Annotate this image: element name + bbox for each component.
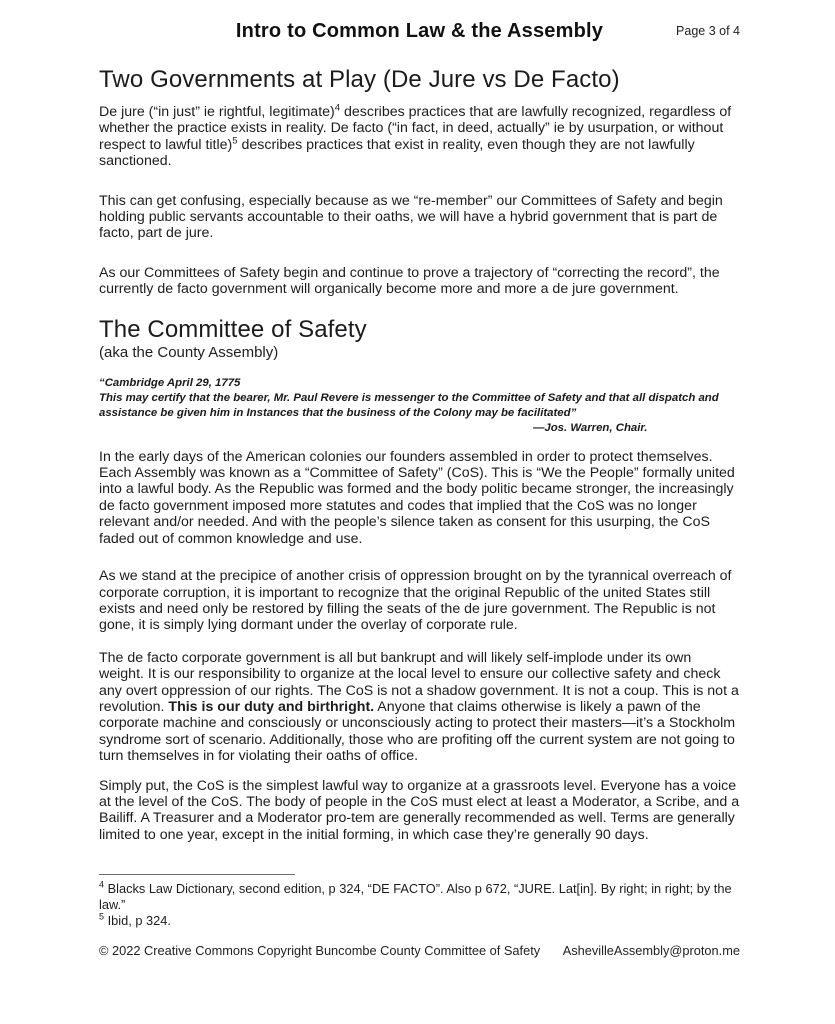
paragraph-text: describes practices that are lawfully recognized, regardless of whether the practice exists in reality. De facto (“in fact, in deed, actually” ie by usurpation, or without respect to lawful title)	[99, 104, 732, 153]
document-title: Intro to Common Law & the Assembly	[235, 20, 604, 42]
paragraph-duty-birthright	[99, 650, 740, 765]
footnote-text: Ibid, p 324.	[104, 912, 171, 928]
quote-dateline: “Cambridge April 29, 1775	[99, 376, 241, 389]
paragraph-de-jure-definition	[99, 104, 740, 170]
paragraph-text: describes practices that exist in reality, even though they are not lawfully sanctioned.	[99, 136, 695, 170]
quote-block-paul-revere	[99, 376, 740, 436]
footnotes	[99, 881, 740, 928]
section-subheading: (aka the County Assembly)	[99, 343, 279, 361]
paragraph-text: De jure (“in just” ie rightful, legitimate)	[99, 104, 335, 120]
paragraph-precipice: As we stand at the precipice of another crisis of oppression brought on by the tyrannical overreach of corporate corruption, it is important to recognize that the original Republic of the united States still exists and need only be restored by filling the seats of the de jure government. The Republic is not gone, it is simply lying dormant under the overlay of corporate rule.	[99, 568, 732, 634]
bold-emphasis-text: This is our duty and birthright.	[168, 698, 375, 715]
footnote-text: Blacks Law Dictionary, second edition, p 324, “DE FACTO”. Also p 672, “JURE. Lat[in]. By right; in right; by the law.”	[99, 881, 732, 912]
footnote-marker-5: 5	[99, 911, 105, 922]
footnote-5	[99, 913, 740, 929]
section-heading-two-governments: Two Governments at Play (De Jure vs De Facto)	[99, 66, 620, 93]
paragraph-simply-put: Simply put, the CoS is the simplest lawful way to organize at a grassroots level. Everyone has a voice at the level of the CoS. The body of people in the CoS must elect at least a Moderator, a Scribe, and a Bailiff. A Treasurer and a Moderator pro-tem are generally recommended as well. Terms are generally limited to one year, except in the initial forming, in which case they’re generally 90 days.	[99, 777, 740, 843]
paragraph-correcting-record: As our Committees of Safety begin and continue to prove a trajectory of “correcting the record”, the currently de facto government will organically become more and more a de jure government.	[99, 264, 720, 298]
paragraph-early-days: In the early days of the American colonies our founders assembled in order to protect themselves. Each Assembly was known as a “Committee of Safety” (CoS). This is “We the People” formally united into a lawful body. As the Republic was formed and the body politic became stronger, the increasingly de facto government imposed more statutes and codes that implied that the CoS was no longer relevant and/or needed. And with the people’s silence taken as consent for this usurping, the CoS faded out of common knowledge and use.	[99, 448, 735, 547]
footnote-separator	[99, 874, 295, 875]
copyright-text: © 2022 Creative Commons Copyright Buncombe County Committee of Safety	[99, 942, 541, 958]
paragraph-text: The de facto corporate government is all but bankrupt and will likely self-implode under its own weight. It is our responsibility to organize at the local level to ensure our collective safety and check any overt oppression of our rights. The CoS is not a shadow government. It is not a coup. This is not a revolution.	[99, 649, 739, 715]
document-footer	[99, 943, 740, 958]
quote-body: This may certify that the bearer, Mr. Paul Revere is messenger to the Committee of Safety and that all dispatch and assistance be given him in Instances that the business of the Colony may be facilitated”	[99, 391, 719, 419]
paragraph-text: Anyone that claims otherwise is likely a pawn of the corporate machine and consciously or unconsciously acting to protect their masters—it’s a Stockholm syndrome sort of scenario. Additionally, those who are profiting off the current system are not going to turn themselves in for violating their oaths of office.	[99, 698, 736, 765]
footnote-reference-5: 5	[232, 135, 238, 147]
quote-attribution: —Jos. Warren, Chair.	[533, 421, 648, 434]
paragraph-confusing-hybrid: This can get confusing, especially because as we “re-member” our Committees of Safety and begin holding public servants accountable to their oaths, we will have a hybrid government that is part de facto, part de jure.	[99, 192, 723, 242]
footnote-reference-4: 4	[334, 102, 341, 114]
footnote-marker-4: 4	[99, 879, 105, 890]
email-text: AshevilleAssembly@proton.me	[562, 942, 740, 958]
document-header	[99, 20, 740, 44]
footnote-4	[99, 881, 740, 913]
section-heading-committee-of-safety: The Committee of Safety	[99, 315, 367, 343]
page-number: Page 3 of 4	[676, 24, 740, 38]
